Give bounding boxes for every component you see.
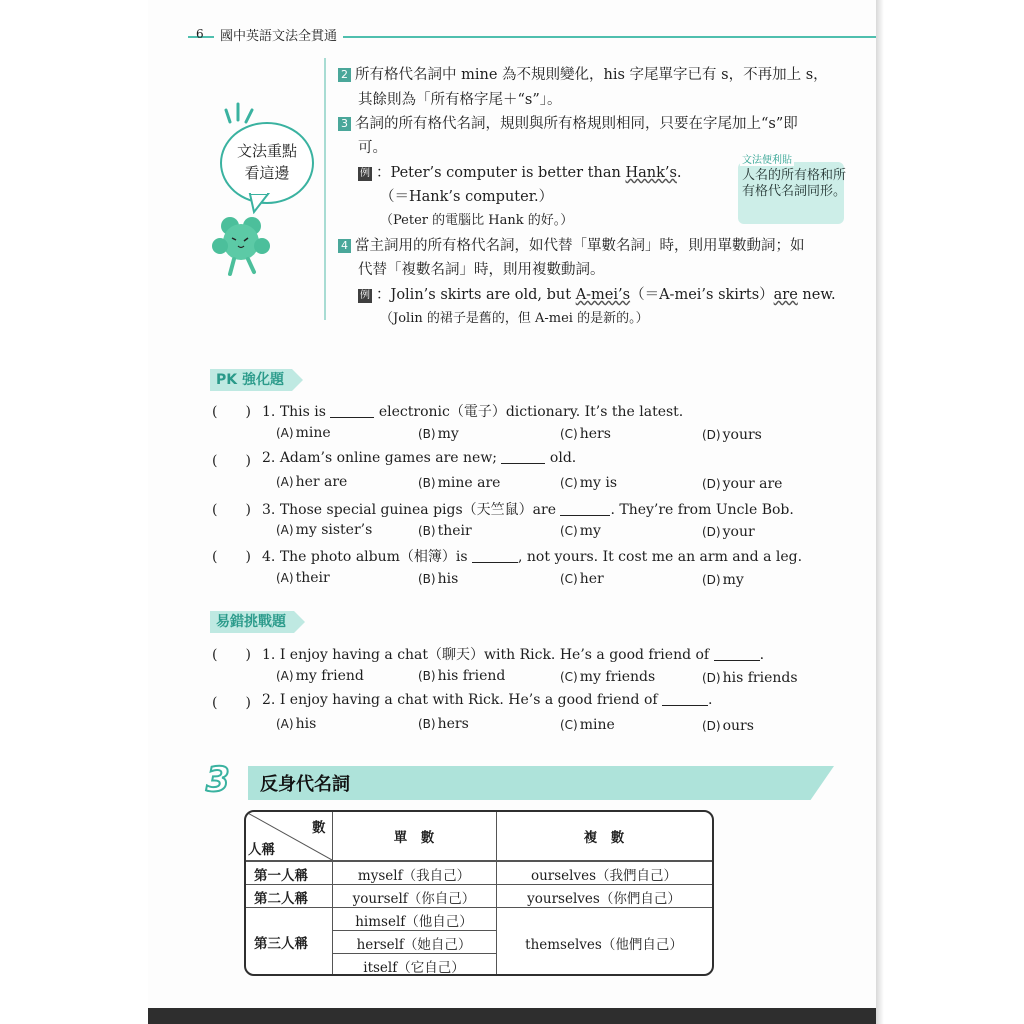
grammar-tip-text: 人名的所有格和所有格代名詞同形。 — [742, 168, 847, 199]
bubble-tail — [248, 192, 272, 214]
reflexive-pronoun-table — [244, 810, 714, 976]
book-title: 國中英語文法全貫通 — [214, 25, 343, 44]
point-4-line2: 代替「複數名詞」時，則用複數動詞。 — [358, 262, 605, 278]
pk-q1-option-b[interactable]: (B) my — [418, 426, 459, 442]
tips-badge-text: 文法重點 看這邊 — [236, 142, 297, 182]
pk-q1-option-d[interactable]: (D) yours — [702, 427, 762, 443]
point-3-line1: 3 名詞的所有格代名詞，規則與所有格規則相同，只要在字尾加上“s”即 — [338, 112, 798, 133]
grammar-tip-label: 文法便利貼 — [740, 151, 794, 166]
row-singular-3c: itself（它自己） — [363, 960, 465, 976]
row-plural-2: yourselves（你們自己） — [527, 891, 681, 907]
textbook-page — [148, 0, 876, 1008]
challenge-q1-option-d[interactable]: (D) his friends — [702, 670, 798, 686]
row-plural-1: ourselves（我們自己） — [530, 868, 678, 884]
pk-q2-option-c[interactable]: (C) my is — [560, 475, 618, 491]
pk-q1-option-a[interactable]: (A) mine — [276, 425, 331, 441]
table-header-plural: 複 數 — [583, 830, 625, 846]
pk-question-1: 1. This is electronic（電子）dictionary. It’s the latest. — [262, 404, 684, 420]
row-singular-2: yourself（你自己） — [352, 891, 476, 907]
challenge-q2-option-a[interactable]: (A) his — [276, 716, 317, 732]
row-plural-3: themselves（他們自己） — [525, 937, 683, 953]
row-singular-1: myself（我自己） — [357, 868, 471, 884]
pk-q3-option-d[interactable]: (D) your — [702, 524, 755, 540]
pk-q4-option-c[interactable]: (C) her — [560, 571, 604, 587]
page-bottom-edge — [148, 1008, 876, 1024]
row-person-1: 第一人稱 — [254, 868, 308, 884]
answer-slot[interactable]: ( ) — [212, 453, 251, 469]
point-2-line1: 2 所有格代名詞中 mine 為不規則變化，his 字尾單字已有 s，不再加上 s， — [338, 63, 828, 84]
row-person-3: 第三人稱 — [254, 936, 308, 952]
clover-mascot-icon — [210, 212, 274, 278]
pk-question-3: 3. Those special guinea pigs（天竺鼠）are . They’re from Uncle Bob. — [262, 502, 794, 518]
answer-slot[interactable]: ( ) — [212, 647, 251, 663]
pk-q3-option-c[interactable]: (C) my — [560, 523, 601, 539]
section-3-title: 反身代名詞 — [260, 774, 350, 795]
answer-slot[interactable]: ( ) — [212, 502, 251, 518]
pk-question-2: 2. Adam’s online games are new; old. — [262, 450, 577, 466]
example-2-translation: （Jolin 的裙子是舊的，但 A-mei 的是新的。） — [380, 311, 649, 326]
pk-q4-option-d[interactable]: (D) my — [702, 572, 744, 588]
pk-question-4: 4. The photo album（相簿）is , not yours. It cost me an arm and a leg. — [262, 549, 803, 565]
point-3-line2: 可。 — [358, 140, 387, 156]
table-subrow-rule — [332, 930, 496, 931]
table-corner-bottom: 人稱 — [248, 842, 275, 858]
page-number: 6 — [196, 27, 204, 41]
section-3-number: 3 — [206, 760, 230, 800]
challenge-q1-option-b[interactable]: (B) his friend — [418, 668, 506, 684]
row-singular-3b: herself（她自己） — [356, 937, 472, 953]
example-2-sentence: 例 ：Jolin’s skirts are old, but A-mei’s（＝A-mei’s skirts）are new. — [360, 287, 836, 303]
answer-slot[interactable]: ( ) — [212, 404, 251, 420]
challenge-q2-option-d[interactable]: (D) ours — [702, 718, 754, 734]
answer-slot[interactable]: ( ) — [212, 695, 251, 711]
challenge-question-2: 2. I enjoy having a chat with Rick. He’s a good friend of . — [262, 692, 713, 708]
pk-q2-option-d[interactable]: (D) your are — [702, 476, 783, 492]
pk-q2-option-a[interactable]: (A) her are — [276, 474, 348, 490]
table-subrow-rule — [332, 953, 496, 954]
table-header-rule — [246, 860, 712, 862]
point-4-line1: 4 當主詞用的所有格代名詞，如代替「單數名詞」時，則用單數動詞；如 — [338, 234, 805, 255]
pk-section-title: PK 強化題 — [210, 369, 292, 391]
pk-q4-option-a[interactable]: (A) their — [276, 570, 330, 586]
example-1-sentence: 例 ：Peter’s computer is better than Hank’s. — [360, 165, 682, 181]
row-singular-3a: himself（他自己） — [355, 914, 473, 930]
challenge-q2-option-c[interactable]: (C) mine — [560, 717, 615, 733]
pk-q3-option-a[interactable]: (A) my sister’s — [276, 522, 373, 538]
challenge-q1-option-c[interactable]: (C) my friends — [560, 669, 656, 685]
sparkle-icon — [224, 100, 254, 124]
pk-q1-option-c[interactable]: (C) hers — [560, 426, 611, 442]
example-1-translation: （Peter 的電腦比 Hank 的好。） — [380, 213, 574, 228]
notes-divider — [324, 58, 326, 320]
table-corner-top: 數 — [312, 820, 326, 836]
table-row-rule — [246, 907, 712, 908]
row-person-2: 第二人稱 — [254, 891, 308, 907]
challenge-question-1: 1. I enjoy having a chat（聊天）with Rick. He’s a good friend of . — [262, 647, 765, 663]
table-row-rule — [246, 884, 712, 885]
page-right-edge — [876, 0, 884, 1024]
table-header-singular: 單 數 — [393, 830, 435, 846]
challenge-q1-option-a[interactable]: (A) my friend — [276, 668, 364, 684]
example-1-note: （＝Hank’s computer.） — [380, 189, 554, 205]
point-2-line2: 其餘則為「所有格字尾＋“s”」。 — [358, 92, 562, 108]
challenge-q2-option-b[interactable]: (B) hers — [418, 716, 469, 732]
answer-slot[interactable]: ( ) — [212, 549, 251, 565]
pk-q4-option-b[interactable]: (B) his — [418, 571, 459, 587]
pk-q3-option-b[interactable]: (B) their — [418, 523, 472, 539]
pk-q2-option-b[interactable]: (B) mine are — [418, 475, 501, 491]
challenge-section-title: 易錯挑戰題 — [210, 611, 294, 633]
